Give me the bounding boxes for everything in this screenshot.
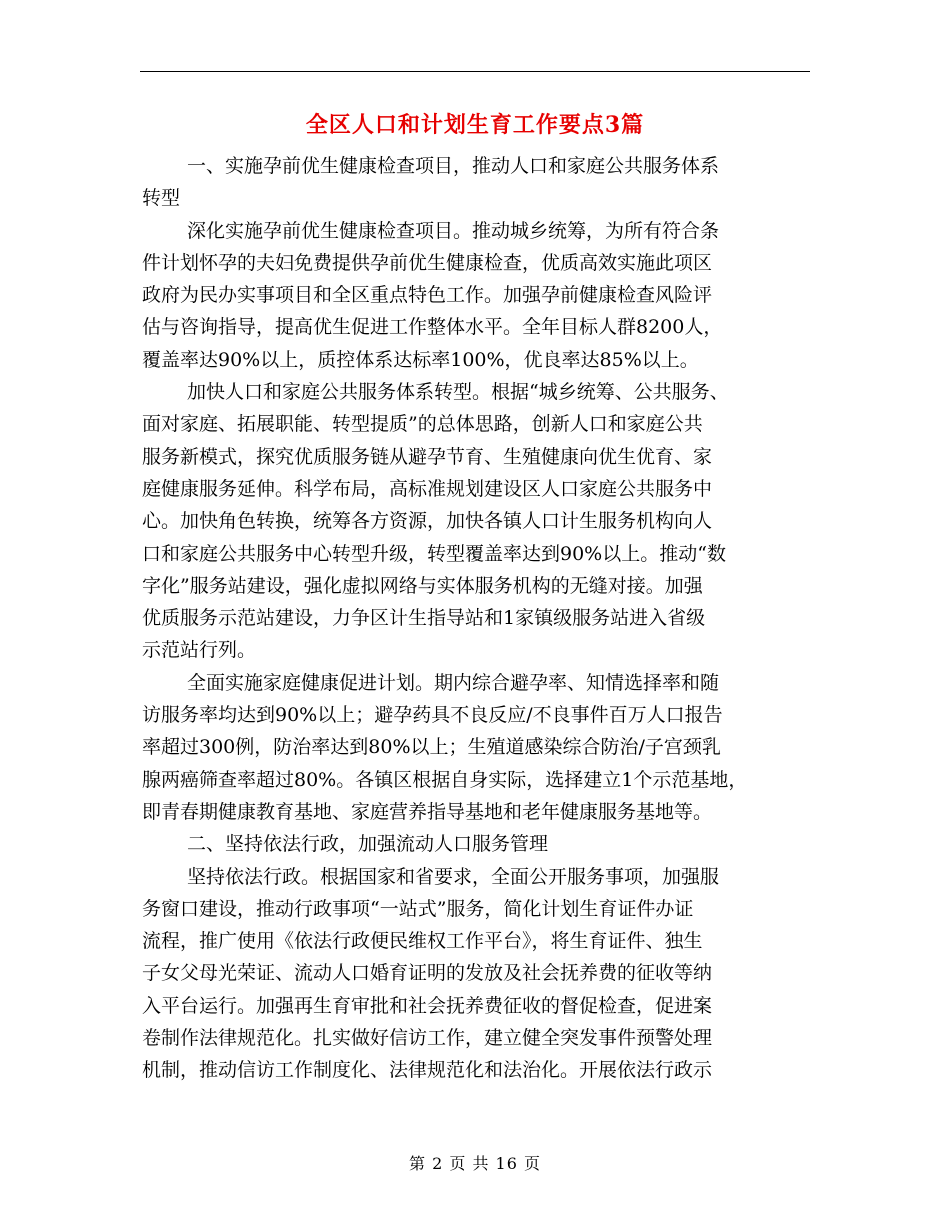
page-number-footer: 第 2 页 共 16 页	[409, 1154, 541, 1173]
text-line: 流程，推广使用《依法行政便民维权工作平台》，将生育证件、独生	[142, 930, 703, 953]
text-line: 心。加快角色转换，统筹各方资源，加快各镇人口计生服务机构向人	[142, 510, 713, 533]
text-line: 面对家庭、拓展职能、转型提质”的总体思路，创新人口和家庭公共	[142, 413, 703, 436]
text-line: 务窗口建设，推动行政事项“一站式”服务，简化计划生育证件办证	[142, 897, 694, 920]
document-title: 全区人口和计划生育工作要点3篇	[305, 112, 645, 138]
text-line: 转型	[142, 187, 181, 210]
text-line: 卷制作法律规范化。扎实做好信访工作，建立健全突发事件预警处理	[142, 1027, 713, 1050]
text-line: 访服务率均达到90%以上；避孕药具不良反应/不良事件百万人口报告	[142, 704, 723, 727]
text-line: 优质服务示范站建设，力争区计生指导站和1家镇级服务站进入省级	[142, 607, 706, 630]
text-line: 估与咨询指导，提高优生促进工作整体水平。全年目标人群8200人，	[142, 316, 723, 339]
text-line: 示范站行列。	[142, 639, 257, 662]
text-line: 口和家庭公共服务中心转型升级，转型覆盖率达到90%以上。推动“数	[142, 542, 726, 565]
document-body	[142, 150, 822, 1087]
text-line: 庭健康服务延伸。科学布局，高标准规划建设区人口家庭公共服务中	[142, 477, 713, 500]
text-line: 入平台运行。加强再生育审批和社会抚养费征收的督促检查，促进案	[142, 994, 713, 1017]
text-line: 一、实施孕前优生健康检查项目，推动人口和家庭公共服务体系	[187, 155, 720, 177]
text-line: 服务新模式，探究优质服务链从避孕节育、生殖健康向优生优育、家	[142, 445, 713, 468]
header-rule	[140, 71, 810, 72]
text-line: 件计划怀孕的夫妇免费提供孕前优生健康检查，优质高效实施此项区	[142, 251, 713, 274]
text-line: 深化实施孕前优生健康检查项目。推动城乡统筹，为所有符合条	[187, 219, 720, 242]
text-line: 即青春期健康教育基地、家庭营养指导基地和老年健康服务基地等。	[142, 800, 713, 823]
text-line: 坚持依法行政。根据国家和省要求，全面公开服务事项，加强服	[187, 865, 720, 888]
text-line: 子女父母光荣证、流动人口婚育证明的发放及社会抚养费的征收等纳	[142, 962, 713, 985]
text-line: 全面实施家庭健康促进计划。期内综合避孕率、知情选择率和随	[187, 671, 720, 694]
text-line: 机制，推动信访工作制度化、法律规范化和法治化。开展依法行政示	[142, 1059, 713, 1082]
text-line: 率超过300例，防治率达到80%以上；生殖道感染综合防治/子宫颈乳	[142, 736, 721, 759]
text-line: 二、坚持依法行政，加强流动人口服务管理	[187, 833, 549, 856]
text-line: 覆盖率达90%以上，质控体系达标率100%，优良率达85%以上。	[142, 348, 699, 371]
text-line: 政府为民办实事项目和全区重点特色工作。加强孕前健康检查风险评	[142, 284, 713, 307]
text-line: 字化”服务站建设，强化虚拟网络与实体服务机构的无缝对接。加强	[142, 574, 703, 597]
text-line: 加快人口和家庭公共服务体系转型。根据“城乡统筹、公共服务、	[187, 381, 729, 404]
text-line: 腺两癌筛查率超过80%。各镇区根据自身实际，选择建立1个示范基地，	[142, 768, 748, 791]
